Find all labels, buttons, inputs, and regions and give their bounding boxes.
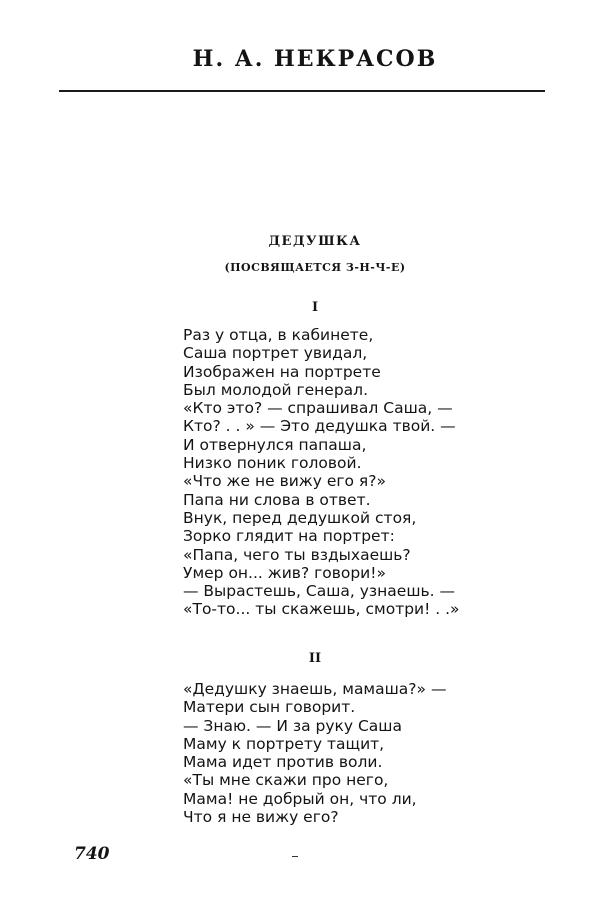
poem-line: — Знаю. — И за руку Саша bbox=[183, 716, 402, 735]
poem-line: Мама идет против воли. bbox=[183, 753, 383, 772]
header-rule bbox=[59, 90, 545, 92]
poem-line: «Дедушку знаешь, мамаша?» — bbox=[183, 680, 447, 698]
poem-line: Саша портрет увидал, bbox=[183, 344, 368, 363]
poem-line: «Что же не вижу его я?» bbox=[183, 472, 386, 491]
poem-title: ДЕДУШКА bbox=[268, 234, 362, 249]
poem-line: Мама! не добрый он, что ли, bbox=[183, 789, 417, 808]
poem-line: Что я не вижу его? bbox=[183, 808, 339, 827]
running-head-author: Н. А. НЕКРАСОВ bbox=[192, 46, 438, 72]
poem-line: Матери сын говорит. bbox=[183, 698, 356, 717]
poem-line: Был молодой генерал. bbox=[183, 380, 368, 399]
poem-line: И отвернулся папаша, bbox=[183, 435, 367, 454]
section-number-2: II bbox=[308, 651, 322, 666]
page-number: 740 bbox=[74, 844, 110, 864]
poem-line: Папа ни слова в ответ. bbox=[183, 490, 371, 509]
poem-line: Внук, перед дедушкой стоя, bbox=[183, 508, 417, 527]
poem-line: «То-то... ты скажешь, смотри! . .» bbox=[183, 600, 460, 619]
poem-line: Низко поник головой. bbox=[183, 454, 362, 473]
poem-line: «Кто это? — спрашивал Саша, — bbox=[183, 399, 453, 418]
poem-line: Раз у отца, в кабинете, bbox=[183, 326, 374, 344]
poem-line: — Вырастешь, Саша, узнаешь. — bbox=[183, 582, 456, 601]
poem-dedication: (ПОСВЯЩАЕТСЯ З-Н-Ч-Е) bbox=[224, 261, 406, 274]
poem-line: Изображен на портрете bbox=[183, 362, 381, 381]
stanza-2 bbox=[183, 680, 446, 826]
poem-line: «Папа, чего ты вздыхаешь? bbox=[183, 545, 411, 564]
poem-line: «Ты мне скажи про него, bbox=[183, 771, 389, 790]
section-number-1: I bbox=[311, 300, 319, 315]
poem-line: Зорко глядит на портрет: bbox=[183, 527, 395, 546]
footer-dash-mark bbox=[292, 856, 298, 857]
poem-line: Умер он... жив? говори!» bbox=[183, 563, 386, 582]
poem-line: Маму к портрету тащит, bbox=[183, 734, 385, 753]
stanza-1 bbox=[183, 326, 460, 619]
poem-line: Кто? . . » — Это дедушка твой. — bbox=[183, 417, 456, 436]
